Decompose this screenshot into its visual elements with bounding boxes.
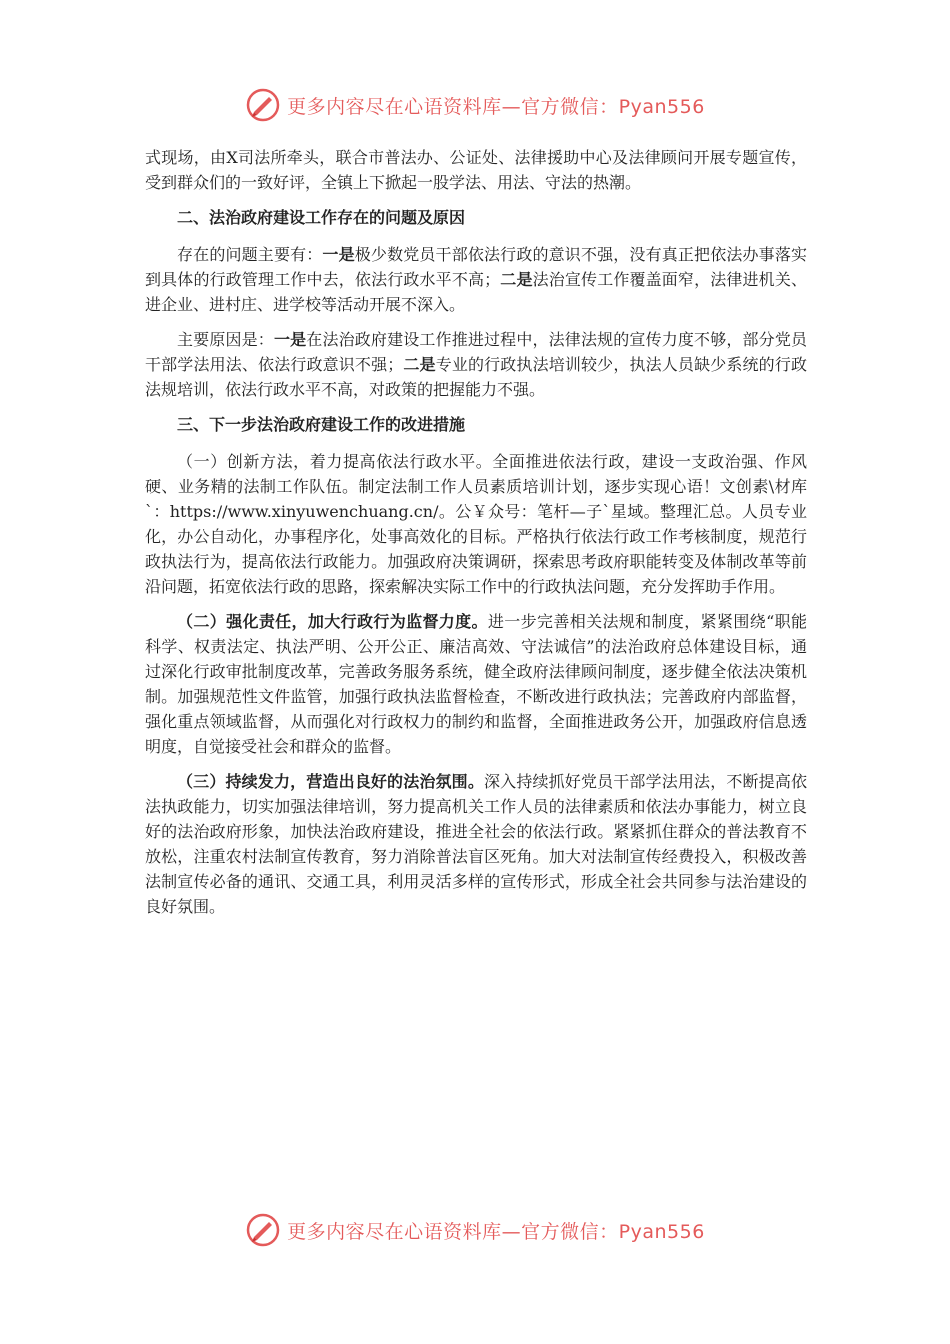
- paragraph-measure-1: （一）创新方法，着力提高依法行政水平。全面推进依法行政，建设一支政治强、作风硬、业务精的法制工作队伍。制定法制工作人员素质培训计划，逐步实现心语！文创素\材库`：https://www.xinyuwenchuang.cn/。公￥众号：笔杆—子`星域。整理汇总。人员专业化，办公自动化，办事程序化，处事高效化的目标。严格执行依法行政工作考核制度，规范行政执法行为，提高依法行政能力。加强政府决策调研，探索思考政府职能转变及体制改革等前沿问题，拓宽依法行政的思路，探索解决实际工作中的行政执法问题，充分发挥助手作用。: [145, 452, 807, 596]
- section-heading-2: 二、法治政府建设工作存在的问题及原因: [177, 208, 466, 227]
- header-watermark-text: 更多内容尽在心语资料库—官方微信：Pyan556: [287, 95, 705, 118]
- pen-logo-icon: [245, 1212, 281, 1248]
- paragraph-causes: 主要原因是：一是在法治政府建设工作推进过程中，法律法规的宣传力度不够，部分党员干部学法用法、依法行政意识不强；二是专业的行政执法培训较少，执法人员缺少系统的行政法规培训，依法行政水平不高，对政策的把握能力不强。: [145, 330, 807, 399]
- paragraph-measure-3: （三）持续发力，营造出良好的法治氛围。深入持续抓好党员干部学法用法，不断提高依法执政能力，切实加强法律培训，努力提高机关工作人员的法律素质和依法办事能力，树立良好的法治政府形象，加快法治政府建设，推进全社会的依法行政。紧紧抓住群众的普法教育不放松，注重农村法制宣传教育，努力消除普法盲区死角。加大对法制宣传经费投入，积极改善法制宣传必备的通讯、交通工具，利用灵活多样的宣传形式，形成全社会共同参与法治建设的良好氛围。: [145, 772, 807, 916]
- header-watermark: [0, 85, 950, 125]
- paragraph-measure-2: （二）强化责任，加大行政行为监督力度。进一步完善相关法规和制度，紧紧围绕“职能科学、权责法定、执法严明、公开公正、廉洁高效、守法诚信”的法治政府总体建设目标，通过深化行政审批制度改革，完善政务服务系统，健全政府法律顾问制度，逐步健全依法决策机制。加强规范性文件监管，加强行政执法监督检查，不断改进行政执法；完善政府内部监督，强化重点领域监督，从而强化对行政权力的制约和监督，全面推进政务公开，加强政府信息透明度，自觉接受社会和群众的监督。: [145, 612, 807, 756]
- pen-logo-icon: [245, 87, 281, 123]
- section-heading-3: 三、下一步法治政府建设工作的改进措施: [177, 415, 466, 434]
- paragraph-continuation: 式现场，由X司法所牵头，联合市普法办、公证处、法律援助中心及法律顾问开展专题宣传，受到群众们的一致好评，全镇上下掀起一股学法、用法、守法的热潮。: [145, 148, 807, 192]
- footer-watermark: [0, 1210, 950, 1250]
- document-body: [145, 145, 807, 929]
- paragraph-problems: 存在的问题主要有：一是极少数党员干部依法行政的意识不强，没有真正把依法办事落实到具体的行政管理工作中去，依法行政水平不高；二是法治宣传工作覆盖面窄，法律进机关、进企业、进村庄、进学校等活动开展不深入。: [145, 245, 807, 314]
- footer-watermark-text: 更多内容尽在心语资料库—官方微信：Pyan556: [287, 1220, 705, 1243]
